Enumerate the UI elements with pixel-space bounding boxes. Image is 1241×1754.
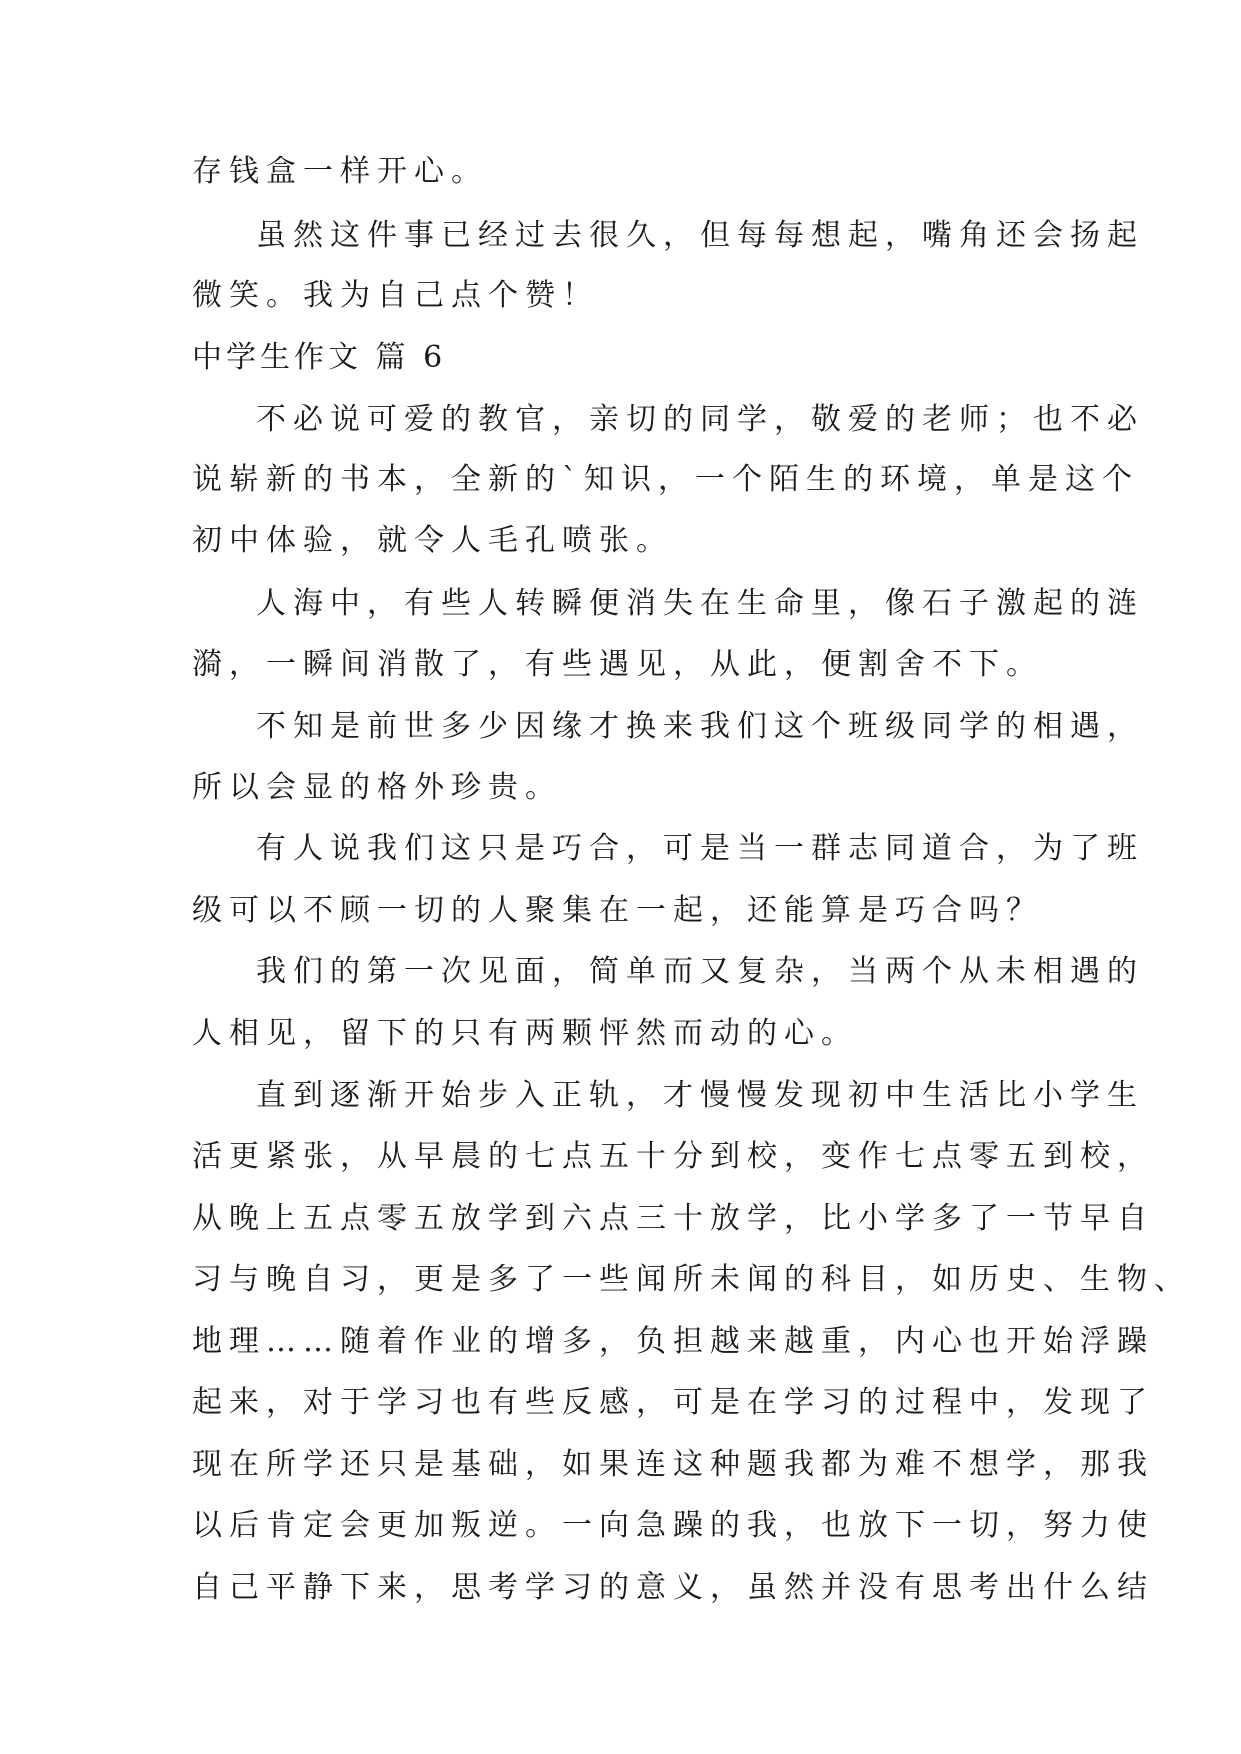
- text-line: 以后肯定会更加叛逆。一向急躁的我，也放下一切，努力使: [192, 1508, 1154, 1543]
- text-line: 地理……随着作业的增多，负担越来越重，内心也开始浮躁: [192, 1324, 1154, 1359]
- text-line: 直到逐渐开始步入正轨，才慢慢发现初中生活比小学生: [256, 1078, 1144, 1113]
- text-line: 不必说可爱的教官，亲切的同学，敬爱的老师；也不必: [256, 402, 1144, 437]
- text-line: 虽然这件事已经过去很久，但每每想起，嘴角还会扬起: [256, 218, 1144, 253]
- text-line: 人相见，留下的只有两颗怦然而动的心。: [192, 1016, 858, 1051]
- text-line: 不知是前世多少因缘才换来我们这个班级同学的相遇，: [256, 709, 1144, 744]
- text-line: 习与晚自习，更是多了一些闻所未闻的科目，如历史、生物、: [192, 1262, 1191, 1297]
- text-line: 初中体验，就令人毛孔喷张。: [192, 523, 673, 558]
- text-line: 微笑。我为自己点个赞！: [192, 278, 599, 313]
- text-line: 现在所学还只是基础，如果连这种题我都为难不想学，那我: [192, 1447, 1154, 1482]
- text-line: 起来，对于学习也有些反感，可是在学习的过程中，发现了: [192, 1385, 1154, 1420]
- text-line: 存钱盒一样开心。: [192, 154, 488, 189]
- text-line: 从晚上五点零五放学到六点三十放学，比小学多了一节早自: [192, 1201, 1154, 1236]
- text-line: 所以会显的格外珍贵。: [192, 770, 562, 805]
- text-line: 自己平静下来，思考学习的意义，虽然并没有思考出什么结: [192, 1570, 1154, 1605]
- text-line: 级可以不顾一切的人聚集在一起，还能算是巧合吗？: [192, 893, 1043, 928]
- text-line: 人海中，有些人转瞬便消失在生命里，像石子激起的涟: [256, 586, 1144, 621]
- text-line: 活更紧张，从早晨的七点五十分到校，变作七点零五到校，: [192, 1139, 1154, 1174]
- text-line: 有人说我们这只是巧合，可是当一群志同道合，为了班: [256, 831, 1144, 866]
- text-line: 漪，一瞬间消散了，有些遇见，从此，便割舍不下。: [192, 647, 1043, 682]
- section-heading: 中学生作文 篇 6: [192, 340, 447, 375]
- text-line: 说崭新的书本，全新的`知识，一个陌生的环境，单是这个: [192, 462, 1139, 497]
- text-line: 我们的第一次见面，简单而又复杂，当两个从未相遇的: [256, 954, 1144, 989]
